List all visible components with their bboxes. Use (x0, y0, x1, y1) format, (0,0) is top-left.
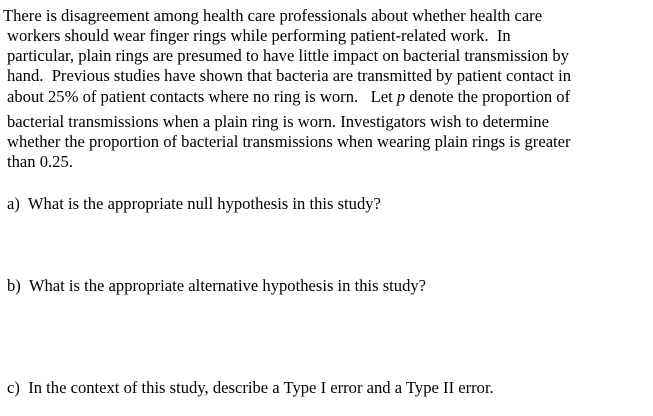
paragraph-line-6: bacterial transmissions when a plain ring is worn. Investigators wish to determine (7, 112, 549, 131)
question-c: c) In the context of this study, describe a Type I error and a Type II error. (7, 378, 494, 397)
paragraph-line-3: particular, plain rings are presumed to have little impact on bacterial transmission by (7, 46, 569, 65)
paragraph-line-5-end: denote the proportion of (405, 87, 571, 106)
paragraph-line-4: hand. Previous studies have shown that bacteria are transmitted by patient contact in (7, 66, 572, 85)
paragraph-line-8: than 0.25. (7, 152, 73, 171)
question-a: a) What is the appropriate null hypothesis in this study? (7, 194, 381, 213)
paragraph-line-5 (7, 87, 570, 107)
paragraph-line-2: workers should wear finger rings while performing patient-related work. In (7, 26, 511, 45)
paragraph-line-5-start: about 25% of patient contacts where no ring is worn. Let (7, 87, 397, 106)
paragraph-line-1: There is disagreement among health care professionals about whether health care (3, 6, 543, 25)
question-b: b) What is the appropriate alternative hypothesis in this study? (7, 276, 427, 295)
variable-p: p (396, 87, 406, 106)
paragraph-line-7: whether the proportion of bacterial transmissions when wearing plain rings is greater (7, 132, 571, 151)
